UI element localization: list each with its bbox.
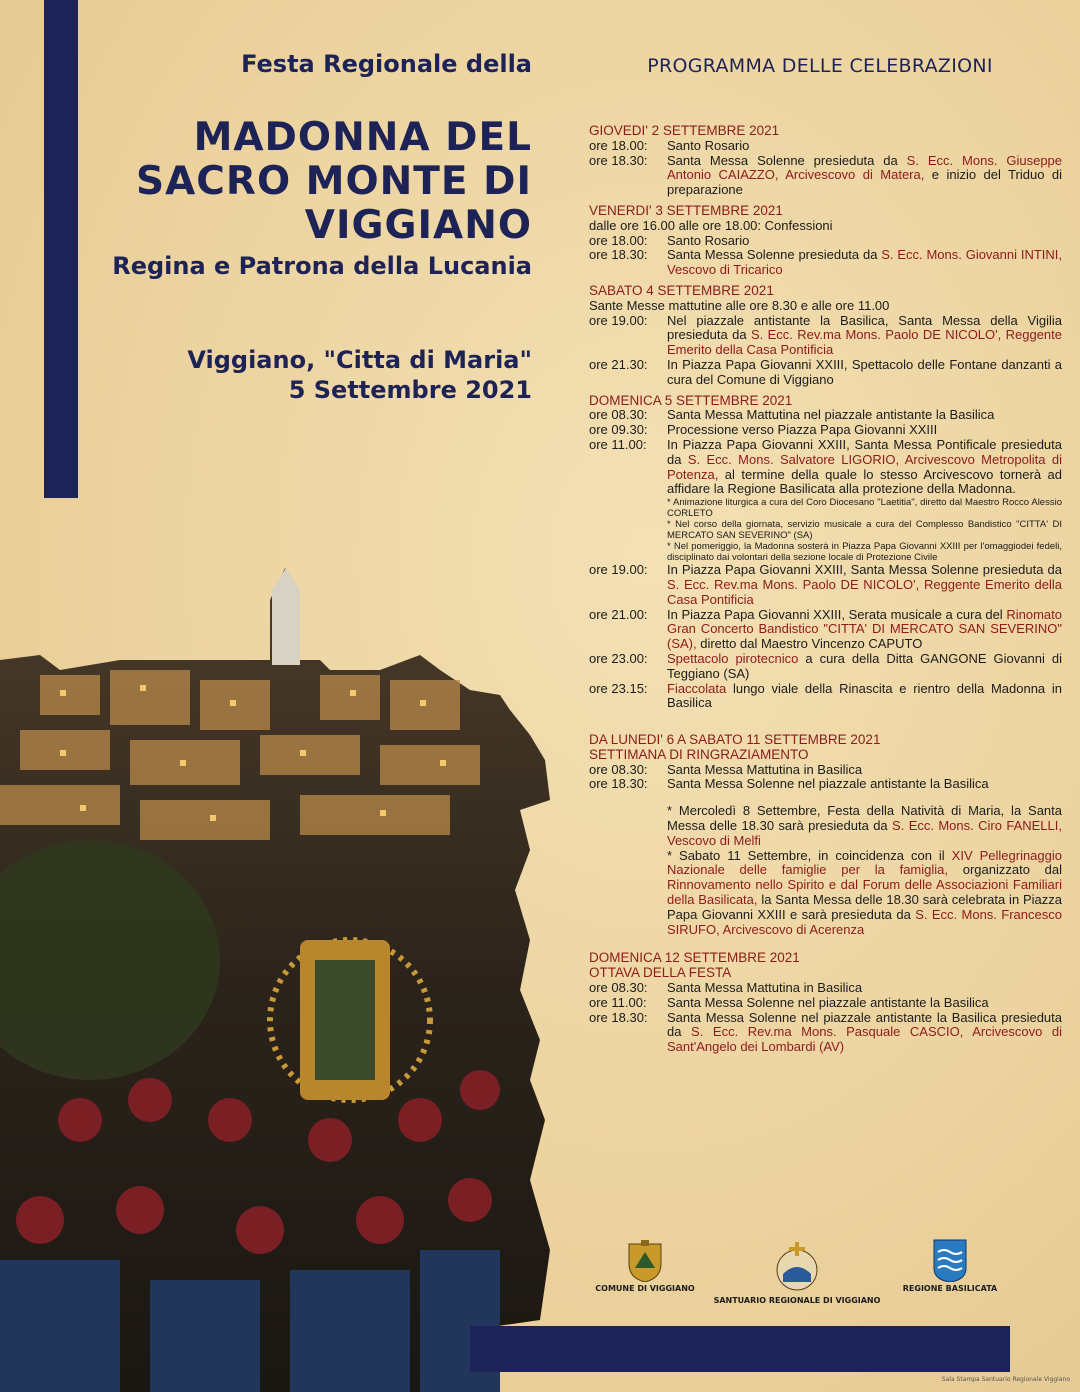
plain-text: * Sabato 11 Settembre, in coincidenza con il: [667, 847, 952, 863]
highlight-text: Rinomato Gran Concerto Bandistico "CITTA' DI MERCATO SAN SEVERINO" (SA),: [667, 606, 1062, 652]
plain-text: e inizio del Triduo di preparazione: [667, 167, 1062, 198]
main-title-line: VIGGIANO: [304, 203, 532, 248]
entry-text: [667, 438, 1062, 497]
plain-text: In Piazza Papa Giovanni XXIII, Spettacolo delle Fontane danzanti a cura del Comune di Viggiano: [667, 356, 1062, 387]
entry-text: [667, 996, 1062, 1011]
entry-text: [667, 563, 1062, 607]
schedule-entry: [589, 234, 1062, 249]
entry-time: ore 21.30:: [589, 356, 648, 372]
day-title: VENERDI' 3 SETTEMBRE 2021: [589, 202, 783, 218]
plain-text: Santa Messa Mattutina in Basilica: [667, 980, 863, 996]
plain-text: In Piazza Papa Giovanni XXIII, Santa Messa Solenne presieduta da: [667, 562, 1062, 578]
day-title: DA LUNEDI' 6 A SABATO 11 SETTEMBRE 2021: [589, 732, 881, 748]
plain-text: organizzato dal: [948, 862, 1062, 878]
day-title: DOMENICA 5 SETTEMBRE 2021: [589, 392, 793, 408]
entry-text: [667, 777, 1062, 792]
plain-text: Santa Messa Mattutina nel piazzale antistante la Basilica: [667, 407, 995, 423]
entry-text: [667, 608, 1062, 652]
day-block: [589, 284, 1062, 388]
schedule-entry: [589, 563, 1062, 607]
title-block: [100, 50, 532, 404]
main-title-line: SACRO MONTE DI: [136, 159, 532, 204]
highlight-text: S. Ecc. Rev.ma Mons. Paolo DE NICOLO', Reggente Emerito della Casa Pontificia: [667, 576, 1062, 607]
day-note: * Animazione liturgica a cura del Coro Diocesano "Laetitia", diretto dal Maestro Rocco Alessio CORLETO: [667, 497, 1062, 520]
day-title: GIOVEDI' 2 SETTEMBRE 2021: [589, 123, 780, 138]
day-block: [589, 204, 1062, 278]
schedule-entry: [589, 777, 1062, 792]
plain-text: Santa Messa Solenne nel piazzale antistante la Basilica: [667, 776, 989, 792]
schedule-entry: [589, 608, 1062, 652]
schedule-entry: [589, 423, 1062, 438]
plain-text: * Mercoledì 8 Settembre, Festa della Natività di Maria, la Santa Messa delle 18.30 sarà presieduta da: [667, 803, 1062, 834]
schedule-entry: [589, 248, 1062, 278]
entry-text: [667, 408, 1062, 423]
procession-photo: [0, 560, 560, 1392]
navy-bottom-bar: [470, 1326, 1010, 1372]
region-shield-icon: [930, 1238, 970, 1282]
day-note: * Nel corso della giornata, servizio musicale a cura del Complesso Bandistico "CITTA' DI MERCATO SAN SEVERINO" (SA): [667, 519, 1062, 542]
entry-text: [667, 763, 1062, 778]
logo-label: COMUNE DI VIGGIANO: [595, 1284, 695, 1293]
day-paragraph: [667, 849, 1062, 938]
day-intro: dalle ore 16.00 alle ore 18.00: Confessioni: [589, 217, 833, 233]
entry-time: ore 18.00:: [589, 232, 648, 248]
highlight-text: XIV Pellegrinaggio Nazionale delle famiglie per la famiglia,: [667, 847, 1062, 878]
schedule-entry: [589, 438, 1062, 497]
entry-text: [667, 139, 1062, 154]
entry-text: [667, 358, 1062, 388]
schedule-entry: [589, 358, 1062, 388]
plain-text: diretto dal Maestro Vincenzo CAPUTO: [696, 636, 923, 652]
plain-text: Santo Rosario: [667, 137, 750, 153]
footer-credit: Sala Stampa Santuario Regionale Viggiano: [941, 1376, 1070, 1383]
entry-time: ore 09.30:: [589, 422, 648, 438]
subtitle: Regina e Patrona della Lucania: [112, 252, 532, 280]
plain-text: Santa Messa Solenne presieduta da: [667, 247, 882, 263]
entry-time: ore 19.00:: [589, 312, 648, 328]
day-block: [589, 951, 1062, 1055]
highlight-text: S. Ecc. Mons. Salvatore LIGORIO, Arcivescovo Metropolita di Potenza,: [667, 451, 1062, 482]
program-heading: PROGRAMMA DELLE CELEBRAZIONI: [647, 55, 993, 77]
schedule-entry: [589, 763, 1062, 778]
coat-of-arms-icon: [625, 1238, 665, 1282]
plain-text: lungo viale della Rinascita e rientro della Madonna in Basilica: [667, 680, 1062, 711]
plain-text: Santo Rosario: [667, 232, 750, 248]
schedule-entry: [589, 652, 1062, 682]
entry-text: [667, 314, 1062, 358]
entry-text: [667, 981, 1062, 996]
day-block: [589, 124, 1062, 198]
entry-text: [667, 234, 1062, 249]
day-subtitle: SETTIMANA DI RINGRAZIAMENTO: [589, 746, 809, 762]
highlight-text: S. Ecc. Mons. Giovanni INTINI, Vescovo di Tricarico: [667, 247, 1062, 278]
entry-time: ore 18.00:: [589, 137, 648, 153]
entry-time: ore 11.00:: [589, 994, 647, 1010]
day-title: DOMENICA 12 SETTEMBRE 2021: [589, 950, 800, 966]
day-block: [589, 733, 1062, 937]
highlight-text: S. Ecc. Rev.ma Mons. Paolo DE NICOLO', Reggente Emerito della Casa Pontificia: [667, 327, 1062, 358]
entry-time: ore 23.00:: [589, 650, 648, 666]
schedule-entry: [589, 408, 1062, 423]
day-note: * Nel pomeriggio, la Madonna sosterà in Piazza Papa Giovanni XXIII per l'omaggiodei fedeli, disciplinato dai volontari della sezione locale di Protezione Civile: [667, 541, 1062, 564]
plain-text: la Santa Messa delle 18.30 sarà celebrata in Piazza Papa Giovanni XXIII e sarà presieduta da: [667, 892, 1062, 922]
comune-logo: [590, 1238, 700, 1293]
entry-text: [667, 423, 1062, 438]
entry-time: ore 19.00:: [589, 562, 648, 578]
bell-tower: [272, 590, 300, 665]
entry-time: ore 18.30:: [589, 247, 648, 263]
entry-text: [667, 154, 1062, 198]
plain-text: Santa Messa Solenne presieduta da: [667, 152, 907, 168]
intro-heading: Festa Regionale della: [241, 50, 532, 78]
entry-time: ore 23.15:: [589, 680, 648, 696]
logos-row: [590, 1238, 1010, 1318]
highlight-text: S. Ecc. Rev.ma Mons. Pasquale CASCIO, Arcivescovo di Sant'Angelo dei Lombardi (AV): [667, 1024, 1063, 1055]
day-paragraphs: [589, 804, 1062, 937]
schedule-entry: [589, 154, 1062, 198]
highlight-text: Rinnovamento nello Spirito e dal Forum delle Associazioni Familiari della Basilicata,: [667, 877, 1062, 908]
entry-time: ore 21.00:: [589, 606, 648, 622]
highlight-text: Fiaccolata: [667, 680, 727, 696]
plain-text: Santa Messa Mattutina in Basilica: [667, 761, 863, 777]
plain-text: al termine della quale lo stesso Arcivescovo tornerà ad affidare la Regione Basilicata alla protezione della Madonna.: [667, 466, 1062, 497]
entry-time: ore 08.30:: [589, 980, 648, 996]
entry-text: [667, 652, 1062, 682]
highlight-text: S. Ecc. Mons. Francesco SIRUFO, Arcivescovo di Acerenza: [667, 906, 1062, 937]
plain-text: a cura della Ditta GANGONE Giovanni di Teggiano (SA): [667, 650, 1062, 681]
day-intro: Sante Messe mattutine alle ore 8.30 e alle ore 11.00: [589, 297, 890, 313]
plain-text: Nel piazzale antistante la Basilica, Santa Messa della Vigilia presieduta da: [667, 312, 1062, 343]
entry-text: [667, 248, 1062, 278]
logo-label: SANTUARIO REGIONALE DI VIGGIANO: [713, 1296, 881, 1305]
program-list: [589, 124, 1062, 1055]
place: Viggiano, "Citta di Maria": [187, 346, 532, 374]
day-subtitle: OTTAVA DELLA FESTA: [589, 965, 732, 981]
plain-text: Santa Messa Solenne nel piazzale antistante la Basilica: [667, 994, 989, 1010]
plain-text: Santa Messa Solenne nel piazzale antistante la Basilica presieduta da: [667, 1009, 1062, 1040]
highlight-text: S. Ecc. Mons. Giuseppe Antonio CAIAZZO, Arcivescovo di Matera,: [667, 152, 1063, 183]
event-date: 5 Settembre 2021: [288, 376, 532, 404]
sanctuary-emblem-icon: [769, 1238, 825, 1294]
entry-time: ore 08.30:: [589, 407, 648, 423]
day-title: SABATO 4 SETTEMBRE 2021: [589, 282, 774, 298]
schedule-entry: [589, 314, 1062, 358]
entry-time: ore 18.30:: [589, 1009, 648, 1025]
day-block: [589, 394, 1062, 712]
navy-sidebar-bar: [44, 0, 78, 498]
santuario-logo: [712, 1238, 882, 1305]
schedule-entry: [589, 981, 1062, 996]
plain-text: In Piazza Papa Giovanni XXIII, Serata musicale a cura del: [667, 606, 1007, 622]
town-buildings: [0, 670, 480, 840]
regione-logo: [890, 1238, 1010, 1293]
schedule-entry: [589, 996, 1062, 1011]
logo-label: REGIONE BASILICATA: [902, 1284, 998, 1293]
plain-text: Processione verso Piazza Papa Giovanni XXIII: [667, 422, 938, 438]
schedule-entry: [589, 1011, 1062, 1055]
entry-time: ore 11.00:: [589, 436, 647, 452]
plain-text: In Piazza Papa Giovanni XXIII, Santa Messa Pontificale presieduta da: [667, 436, 1062, 467]
main-title: [100, 116, 532, 248]
schedule-entry: [589, 682, 1062, 712]
entry-text: [667, 1011, 1062, 1055]
day-paragraph: [667, 804, 1062, 848]
schedule-entry: [589, 139, 1062, 154]
entry-time: ore 18.30:: [589, 776, 648, 792]
entry-text: [667, 682, 1062, 712]
main-title-line: MADONNA DEL: [193, 115, 532, 160]
entry-time: ore 08.30:: [589, 761, 648, 777]
highlight-text: S. Ecc. Mons. Ciro FANELLI, Vescovo di Melfi: [667, 818, 1062, 848]
highlight-text: Spettacolo pirotecnico: [667, 650, 799, 666]
entry-time: ore 18.30:: [589, 152, 648, 168]
